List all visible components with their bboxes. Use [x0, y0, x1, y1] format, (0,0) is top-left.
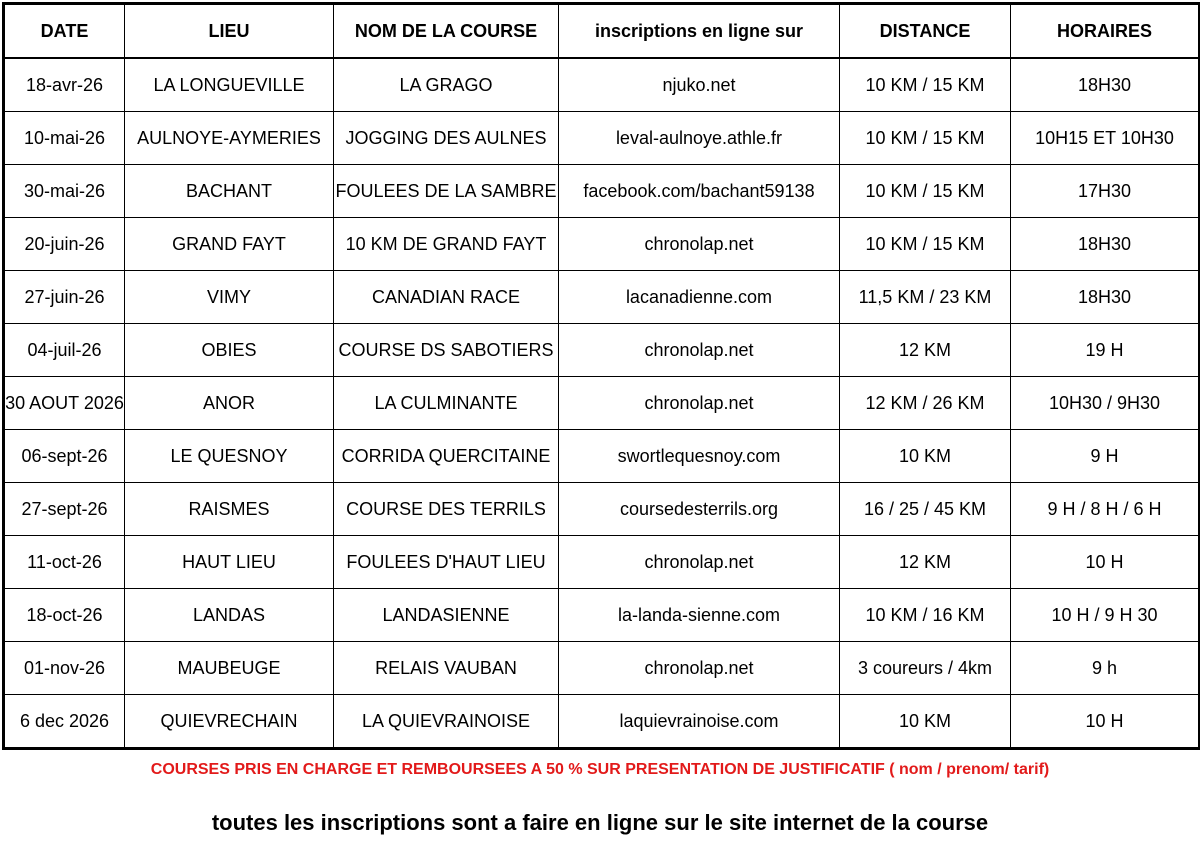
cell-place: LE QUESNOY	[125, 430, 334, 483]
cell-date: 20-juin-26	[4, 218, 125, 271]
table-row	[4, 642, 1200, 695]
column-header-schedule: HORAIRES	[1011, 4, 1200, 59]
cell-date: 27-sept-26	[4, 483, 125, 536]
cell-date: 18-oct-26	[4, 589, 125, 642]
cell-race-name: LA CULMINANTE	[334, 377, 559, 430]
cell-place: MAUBEUGE	[125, 642, 334, 695]
cell-race-name: JOGGING DES AULNES	[334, 112, 559, 165]
column-header-registration-site: inscriptions en ligne sur	[559, 4, 840, 59]
cell-place: LANDAS	[125, 589, 334, 642]
cell-race-name: LA GRAGO	[334, 58, 559, 112]
column-header-race-name: NOM DE LA COURSE	[334, 4, 559, 59]
cell-registration-site: facebook.com/bachant59138	[559, 165, 840, 218]
cell-distance: 16 / 25 / 45 KM	[840, 483, 1011, 536]
cell-place: QUIEVRECHAIN	[125, 695, 334, 749]
cell-registration-site: swortlequesnoy.com	[559, 430, 840, 483]
cell-distance: 10 KM / 15 KM	[840, 112, 1011, 165]
cell-race-name: FOULEES DE LA SAMBRE	[334, 165, 559, 218]
cell-race-name: LA QUIEVRAINOISE	[334, 695, 559, 749]
table-row	[4, 377, 1200, 430]
table-row	[4, 218, 1200, 271]
table-row	[4, 271, 1200, 324]
table-row	[4, 58, 1200, 112]
cell-distance: 10 KM / 15 KM	[840, 218, 1011, 271]
cell-registration-site: laquievrainoise.com	[559, 695, 840, 749]
cell-schedule: 18H30	[1011, 271, 1200, 324]
table-row	[4, 430, 1200, 483]
cell-race-name: 10 KM DE GRAND FAYT	[334, 218, 559, 271]
cell-place: AULNOYE-AYMERIES	[125, 112, 334, 165]
table-header-row	[4, 4, 1200, 59]
cell-schedule: 10 H	[1011, 536, 1200, 589]
cell-date: 06-sept-26	[4, 430, 125, 483]
cell-place: LA LONGUEVILLE	[125, 58, 334, 112]
cell-date: 10-mai-26	[4, 112, 125, 165]
cell-date: 27-juin-26	[4, 271, 125, 324]
cell-schedule: 18H30	[1011, 218, 1200, 271]
cell-race-name: CORRIDA QUERCITAINE	[334, 430, 559, 483]
cell-schedule: 10H15 ET 10H30	[1011, 112, 1200, 165]
cell-schedule: 9 h	[1011, 642, 1200, 695]
cell-date: 18-avr-26	[4, 58, 125, 112]
cell-date: 04-juil-26	[4, 324, 125, 377]
cell-place: HAUT LIEU	[125, 536, 334, 589]
cell-place: GRAND FAYT	[125, 218, 334, 271]
cell-date: 30-mai-26	[4, 165, 125, 218]
cell-race-name: COURSE DES TERRILS	[334, 483, 559, 536]
cell-distance: 10 KM / 15 KM	[840, 58, 1011, 112]
cell-schedule: 9 H / 8 H / 6 H	[1011, 483, 1200, 536]
cell-distance: 12 KM / 26 KM	[840, 377, 1011, 430]
cell-schedule: 9 H	[1011, 430, 1200, 483]
cell-date: 11-oct-26	[4, 536, 125, 589]
column-header-date: DATE	[4, 4, 125, 59]
cell-distance: 10 KM / 16 KM	[840, 589, 1011, 642]
cell-schedule: 10 H	[1011, 695, 1200, 749]
table-row	[4, 165, 1200, 218]
cell-date: 30 AOUT 2026	[4, 377, 125, 430]
cell-registration-site: lacanadienne.com	[559, 271, 840, 324]
table-row	[4, 112, 1200, 165]
cell-race-name: FOULEES D'HAUT LIEU	[334, 536, 559, 589]
cell-schedule: 18H30	[1011, 58, 1200, 112]
cell-registration-site: chronolap.net	[559, 218, 840, 271]
cell-registration-site: chronolap.net	[559, 377, 840, 430]
cell-schedule: 10H30 / 9H30	[1011, 377, 1200, 430]
cell-date: 6 dec 2026	[4, 695, 125, 749]
table-body	[4, 58, 1200, 749]
cell-distance: 11,5 KM / 23 KM	[840, 271, 1011, 324]
cell-date: 01-nov-26	[4, 642, 125, 695]
table-row	[4, 536, 1200, 589]
cell-race-name: COURSE DS SABOTIERS	[334, 324, 559, 377]
cell-registration-site: chronolap.net	[559, 536, 840, 589]
cell-registration-site: chronolap.net	[559, 324, 840, 377]
table-row	[4, 695, 1200, 749]
cell-race-name: CANADIAN RACE	[334, 271, 559, 324]
cell-place: RAISMES	[125, 483, 334, 536]
cell-registration-site: leval-aulnoye.athle.fr	[559, 112, 840, 165]
cell-distance: 10 KM	[840, 695, 1011, 749]
cell-distance: 10 KM / 15 KM	[840, 165, 1011, 218]
reimbursement-note: COURSES PRIS EN CHARGE ET REMBOURSEES A 50 % SUR PRESENTATION DE JUSTIFICATIF ( nom / prenom/ tarif)	[150, 761, 1050, 778]
cell-schedule: 17H30	[1011, 165, 1200, 218]
cell-race-name: RELAIS VAUBAN	[334, 642, 559, 695]
table-row	[4, 483, 1200, 536]
cell-race-name: LANDASIENNE	[334, 589, 559, 642]
cell-registration-site: coursedesterrils.org	[559, 483, 840, 536]
cell-place: VIMY	[125, 271, 334, 324]
cell-place: OBIES	[125, 324, 334, 377]
cell-distance: 3 coureurs / 4km	[840, 642, 1011, 695]
cell-registration-site: chronolap.net	[559, 642, 840, 695]
cell-registration-site: la-landa-sienne.com	[559, 589, 840, 642]
column-header-distance: DISTANCE	[840, 4, 1011, 59]
cell-registration-site: njuko.net	[559, 58, 840, 112]
cell-place: BACHANT	[125, 165, 334, 218]
column-header-place: LIEU	[125, 4, 334, 59]
cell-distance: 12 KM	[840, 324, 1011, 377]
cell-place: ANOR	[125, 377, 334, 430]
registration-note: toutes les inscriptions sont a faire en ligne sur le site internet de la course	[211, 810, 989, 835]
cell-schedule: 10 H / 9 H 30	[1011, 589, 1200, 642]
cell-distance: 10 KM	[840, 430, 1011, 483]
races-table	[2, 2, 1200, 750]
cell-distance: 12 KM	[840, 536, 1011, 589]
table-row	[4, 589, 1200, 642]
cell-schedule: 19 H	[1011, 324, 1200, 377]
table-row	[4, 324, 1200, 377]
